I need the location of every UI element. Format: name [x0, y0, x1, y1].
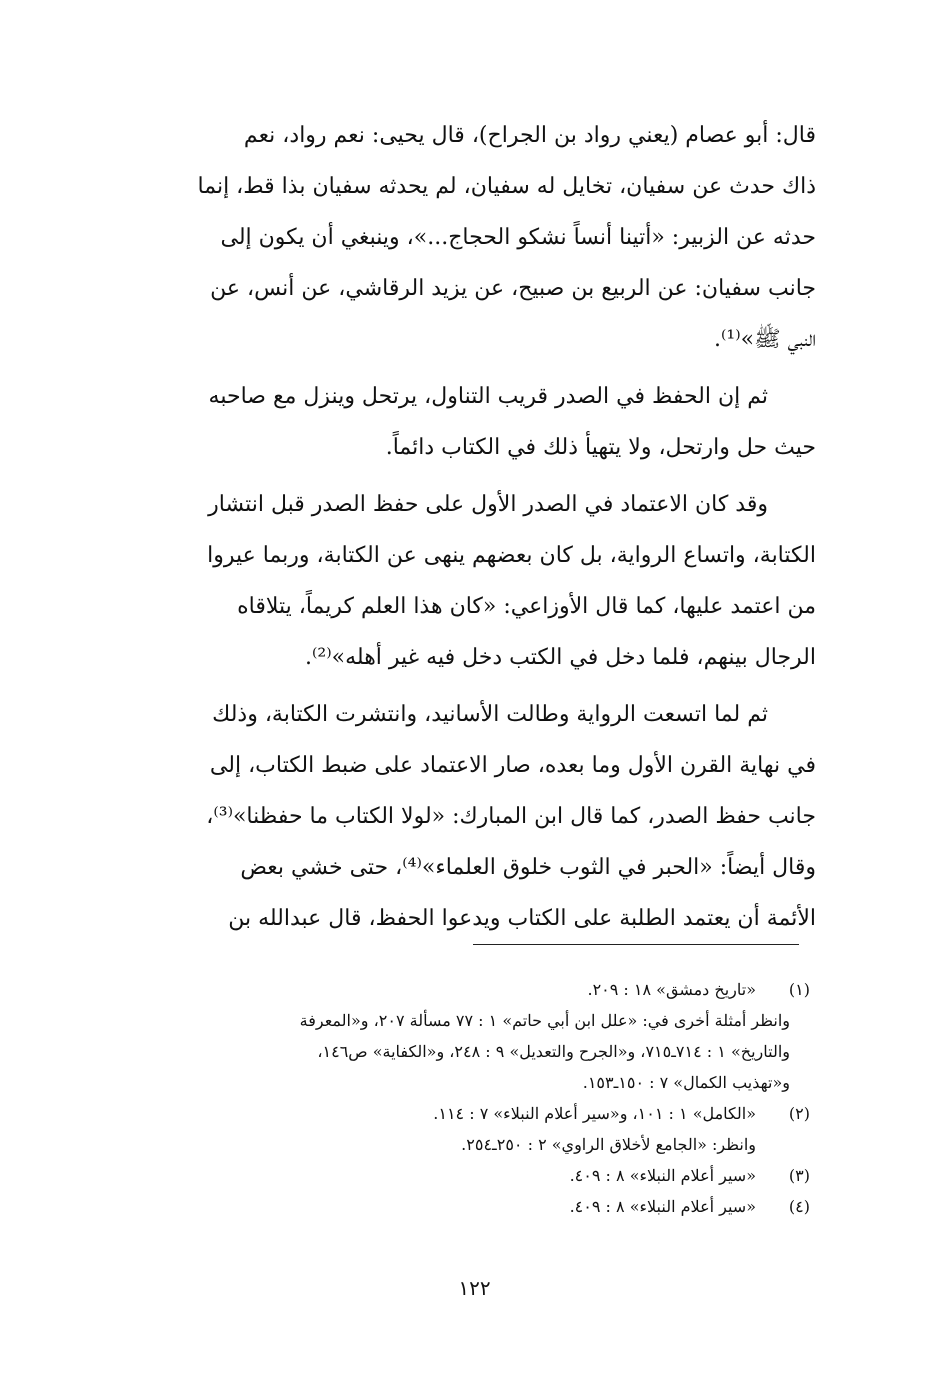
text-line: الأئمة أن يعتمد الطلبة على الكتاب ويدعوا الحفظ، قال عبدالله بن [228, 906, 816, 931]
text-line: في نهاية القرن الأول وما بعده، صار الاعتماد على ضبط الكتاب، إلى [209, 753, 816, 778]
footnote-number: (٢) [788, 1104, 810, 1123]
footnote-divider [473, 944, 799, 945]
footnote-text: «سير أعلام النبلاء» ٨ : ٤٠٩. [569, 1197, 756, 1216]
footnote-text: «سير أعلام النبلاء» ٨ : ٤٠٩. [569, 1166, 756, 1185]
text-line: وقال أيضاً: «الحبر في الثوب خلوق العلماء»⁽⁴⁾، حتى خشي بعض [240, 855, 816, 880]
text-line: وقد كان الاعتماد في الصدر الأول على حفظ الصدر قبل انتشار [208, 492, 768, 517]
text-line: جانب حفظ الصدر، كما قال ابن المبارك: «لولا الكتاب ما حفظنا»⁽³⁾، [206, 804, 816, 829]
footnote-1-continuation: والتاريخ» ١ : ٧١٤ـ٧١٥، و«الجرح والتعديل» ٩ : ٢٤٨، و«الكفاية» ص١٤٦، [317, 1042, 790, 1061]
footnote-2 [104, 1098, 816, 1129]
footnote-4 [104, 1191, 816, 1222]
text-line: الرجال بينهم، فلما دخل في الكتب دخل فيه غير أهله»⁽²⁾. [305, 645, 816, 670]
text-line: ثم إن الحفظ في الصدر قريب التناول، يرتحل وينزل مع صاحبه [208, 384, 768, 409]
text-line: ثم لما اتسعت الرواية وطالت الأسانيد، وانتشرت الكتابة، وذلك [212, 702, 768, 727]
footnote-text: «الكامل» ١ : ١٠١، و«سير أعلام النبلاء» ٧ : ١١٤. [433, 1104, 756, 1123]
text-line: حيث حل وارتحل، ولا يتهيأ ذلك في الكتاب دائماً. [385, 435, 816, 460]
footnote-number: (٣) [788, 1166, 810, 1185]
footnote-number: (٤) [788, 1197, 810, 1216]
page-number: ١٢٢ [458, 1276, 491, 1300]
text-line: الكتابة، واتساع الرواية، بل كان بعضهم ينهى عن الكتابة، وربما عيروا [207, 543, 816, 568]
text-line: من اعتمد عليها، كما قال الأوزاعي: «كان هذا العلم كريماً، يتلاقاه [237, 594, 816, 619]
footnote-text: «تاريخ دمشق» ١٨ : ٢٠٩. [587, 980, 756, 999]
paragraph-quote-continuation [104, 110, 816, 365]
footnote-1 [104, 974, 816, 1005]
footnote-1-continuation: وانظر أمثلة أخرى في: «علل ابن أبي حاتم» ١ : ٧٧ مسألة ٢٠٧، و«المعرفة [299, 1011, 790, 1030]
text-line: جانب سفيان: عن الربيع بن صبيح، عن يزيد الرقاشي، عن أنس، عن [210, 276, 816, 301]
paragraph-first-century [104, 479, 816, 683]
paragraph-memory [104, 371, 816, 473]
text-line: قال: أبو عصام (يعني رواد بن الجراح)، قال يحيى: نعم رواد، نعم [243, 123, 816, 148]
footnote-2-continuation: وانظر: «الجامع لأخلاق الراوي» ٢ : ٢٥٠ـ٢٥٤. [461, 1135, 756, 1154]
paragraph-writing-spread [104, 689, 816, 944]
main-text [104, 110, 816, 950]
footnote-3 [104, 1160, 816, 1191]
text-line: حدثه عن الزبير: «أتينا أنساً نشكو الحجاج...»، وينبغي أن يكون إلى [220, 225, 816, 250]
text-line: النبي ﷺ»⁽¹⁾. [713, 327, 816, 352]
text-line: ذاك حدث عن سفيان، تخايل له سفيان، لم يحدثه سفيان بذا قط، إنما [197, 174, 816, 199]
footnote-1-continuation: و«تهذيب الكمال» ٧ : ١٥٠ـ١٥٣. [582, 1073, 790, 1092]
footnote-number: (١) [788, 980, 810, 999]
footnotes [104, 974, 816, 1222]
